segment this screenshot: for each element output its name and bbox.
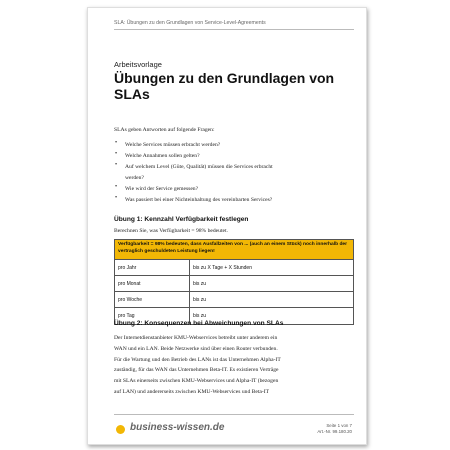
exercise1-heading: Übung 1: Kennzahl Verfügbarkeit festlegen bbox=[114, 216, 249, 223]
header-divider bbox=[114, 29, 354, 30]
row-value: bis zu bbox=[193, 297, 207, 303]
question-list bbox=[114, 140, 354, 206]
table-row bbox=[115, 260, 353, 276]
intro-text: SLAs geben Antworten auf folgende Fragen: bbox=[114, 127, 215, 133]
page-info bbox=[317, 423, 352, 435]
availability-table bbox=[114, 239, 354, 325]
document-page bbox=[87, 7, 367, 445]
table-header: Verfügbarkeit = 98% bedeuten, dass Ausfallzeiten von ... (auch an einem Stück) noch innerhalb der vertraglich geschuldeten Leistung liegen! bbox=[115, 240, 353, 260]
row-value: bis zu bbox=[193, 281, 207, 287]
exercise2-heading: Übung 2: Konsequenzen bei Abweichungen von SLAs bbox=[114, 320, 284, 327]
document-title: Übungen zu den Grundlagen von SLAs bbox=[114, 70, 335, 102]
bullet-icon: • bbox=[115, 140, 118, 146]
brand-logo: business-wissen.de bbox=[130, 422, 225, 433]
bullet-icon: • bbox=[115, 162, 118, 168]
exercise1-text: Berechnen Sie, was Verfügbarkeit = 98% bedeutet. bbox=[114, 228, 228, 234]
list-item: • Welche Annahmen sollen gelten? bbox=[115, 151, 200, 159]
row-value: bis zu X Tage + X Stunden bbox=[193, 265, 252, 271]
footer-divider bbox=[114, 414, 354, 415]
table-row bbox=[115, 276, 353, 292]
running-header: SLA: Übungen zu den Grundlagen von Service-Level-Agreements bbox=[114, 20, 266, 26]
exercise2-text: Der Internetdienstanbieter KMU-Webservices betreibt unter anderem ein WAN und ein LAN. Beide Netzwerke sind über einen Router verbunden. Für die Wartung und den Betrieb des LANs ist das Unternehmen Alpha-IT zuständig, für das WAN das Unternehmen Beta-IT. Es existieren Verträge mit SLAs einerseits zwischen KMU-Webservices und Alpha-IT (bezogen auf LAN) und andererseits zwischen KMU-Webservices und Beta-IT bbox=[114, 335, 281, 395]
page-number: Seite 1 von 7 bbox=[326, 423, 352, 428]
list-item: • Welche Services müssen erbracht werden? bbox=[115, 140, 221, 148]
list-item: • Auf welchem Level (Güte, Qualität) müssen die Services erbracht werden? bbox=[115, 162, 273, 181]
bullet-icon: • bbox=[115, 151, 118, 157]
row-value: bis zu bbox=[193, 313, 207, 319]
document-kicker: Arbeitsvorlage bbox=[114, 60, 162, 69]
logo-dot-icon bbox=[116, 425, 125, 434]
bullet-icon: • bbox=[115, 184, 118, 190]
row-label: pro Woche bbox=[115, 292, 190, 307]
bullet-icon: • bbox=[115, 195, 118, 201]
row-label: pro Tag bbox=[115, 308, 190, 324]
row-label: pro Monat bbox=[115, 276, 190, 291]
article-number: Art.-Nr. 99.180.20 bbox=[317, 429, 352, 434]
list-item: • Was passiert bei einer Nichteinhaltung des vereinbarten Services? bbox=[115, 195, 273, 203]
list-item: • Wie wird der Service gemessen? bbox=[115, 184, 199, 192]
table-row bbox=[115, 292, 353, 308]
row-label: pro Jahr bbox=[115, 260, 190, 275]
